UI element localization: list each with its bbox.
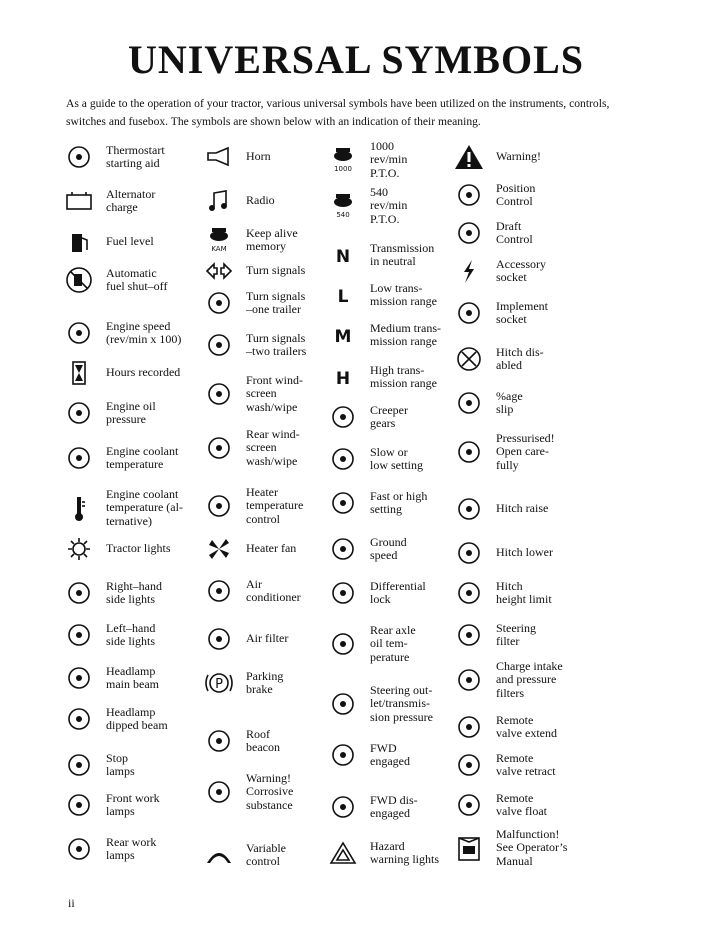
heater-temp-icon bbox=[202, 491, 236, 521]
steering-pressure-icon bbox=[326, 689, 360, 719]
symbol-entry bbox=[62, 620, 155, 650]
symbol-label: Hazard warning lights bbox=[370, 838, 439, 866]
steering-filter-icon bbox=[452, 620, 486, 650]
symbol-entry bbox=[62, 318, 181, 348]
low-range-icon bbox=[326, 280, 360, 310]
fan-icon bbox=[202, 534, 236, 564]
fwd-engaged-icon bbox=[326, 740, 360, 770]
symbol-label: Air filter bbox=[246, 631, 289, 646]
symbol-entry bbox=[202, 186, 275, 216]
turn-signals-two-trailers-icon bbox=[202, 330, 236, 360]
valve-retract-icon bbox=[452, 750, 486, 780]
symbol-entry bbox=[452, 298, 548, 328]
symbol-entry bbox=[326, 624, 416, 664]
kam-icon bbox=[202, 225, 236, 255]
symbol-label: FWD engaged bbox=[370, 740, 410, 768]
symbol-label: Turn signals –two trailers bbox=[246, 330, 307, 358]
symbol-label: Steering out- let/transmis- sion pressure bbox=[370, 683, 433, 724]
symbol-label: Steering filter bbox=[496, 620, 536, 648]
symbol-entry bbox=[452, 750, 556, 780]
engine-speed-icon bbox=[62, 318, 96, 348]
symbol-label: Front wind- screen wash/wipe bbox=[246, 373, 303, 414]
symbol-label: Malfunction! See Operator’s Manual bbox=[496, 827, 568, 868]
symbol-label: Automatic fuel shut–off bbox=[106, 265, 168, 293]
symbol-label: Differential lock bbox=[370, 578, 426, 606]
symbol-label: Low trans- mission range bbox=[370, 280, 437, 308]
symbol-entry bbox=[202, 428, 300, 468]
symbol-entry bbox=[202, 534, 296, 564]
symbol-label: Rear axle oil tem- perature bbox=[370, 623, 416, 664]
symbol-entry bbox=[202, 576, 301, 606]
symbol-entry bbox=[62, 398, 156, 428]
charge-filter-icon bbox=[452, 665, 486, 695]
symbol-entry bbox=[452, 256, 546, 286]
roof-beacon-icon bbox=[202, 726, 236, 756]
svg-text:1000: 1000 bbox=[334, 165, 352, 174]
front-work-lamp-icon bbox=[62, 790, 96, 820]
symbol-entry bbox=[326, 362, 437, 392]
symbol-label: Air conditioner bbox=[246, 576, 301, 604]
symbol-label: Implement socket bbox=[496, 298, 548, 326]
page-title: UNIVERSAL SYMBOLS bbox=[127, 37, 584, 82]
symbol-label: FWD dis- engaged bbox=[370, 792, 418, 820]
symbol-label: Fuel level bbox=[106, 234, 154, 249]
symbol-entry bbox=[452, 180, 535, 210]
symbol-entry bbox=[452, 344, 544, 374]
symbol-label: Parking brake bbox=[246, 668, 284, 696]
symbol-entry bbox=[62, 663, 159, 693]
left-lights-icon bbox=[62, 620, 96, 650]
symbol-entry bbox=[326, 140, 407, 180]
symbol-entry bbox=[326, 488, 427, 518]
snail-icon bbox=[326, 402, 360, 432]
symbol-entry bbox=[62, 227, 154, 257]
implement-socket-icon bbox=[452, 298, 486, 328]
symbol-label: Turn signals bbox=[246, 263, 306, 278]
oil-can-icon bbox=[62, 398, 96, 428]
rear-wiper-icon bbox=[202, 433, 236, 463]
symbol-label: Stop lamps bbox=[106, 750, 135, 778]
symbol-label: Left–hand side lights bbox=[106, 620, 156, 648]
battery-icon bbox=[62, 186, 96, 216]
symbol-entry bbox=[326, 280, 437, 310]
hitch-height-icon bbox=[452, 578, 486, 608]
sun-lamp-icon bbox=[62, 534, 96, 564]
symbol-entry bbox=[62, 534, 171, 564]
symbol-entry bbox=[202, 225, 298, 255]
air-filter-icon bbox=[202, 624, 236, 654]
air-conditioner-icon bbox=[202, 576, 236, 606]
hazard-icon bbox=[326, 838, 360, 868]
symbol-entry bbox=[452, 660, 563, 700]
symbol-entry bbox=[202, 668, 283, 698]
symbol-label: Pressurised! Open care- fully bbox=[496, 431, 555, 472]
symbol-label: Hours recorded bbox=[106, 365, 181, 380]
symbol-entry bbox=[452, 712, 557, 742]
symbol-entry bbox=[452, 218, 533, 248]
symbol-entry bbox=[326, 320, 441, 350]
horn-icon bbox=[202, 142, 236, 172]
right-lights-icon bbox=[62, 578, 96, 608]
dipped-beam-icon bbox=[62, 704, 96, 734]
symbol-entry bbox=[202, 726, 280, 756]
symbol-label: Engine speed (rev/min x 100) bbox=[106, 318, 182, 346]
valve-float-icon bbox=[452, 790, 486, 820]
tortoise-icon bbox=[326, 444, 360, 474]
ground-speed-icon bbox=[326, 534, 360, 564]
symbol-label: Heater temperature control bbox=[246, 485, 304, 526]
symbol-label: Rear wind- screen wash/wipe bbox=[246, 427, 300, 468]
symbol-label: Tractor lights bbox=[106, 541, 171, 556]
symbol-entry bbox=[202, 486, 303, 526]
hitch-lower-icon bbox=[452, 538, 486, 568]
symbol-label: Accessory socket bbox=[496, 256, 546, 284]
parking-brake-icon bbox=[202, 668, 236, 698]
pto-540-icon bbox=[326, 191, 360, 221]
symbol-entry bbox=[326, 444, 423, 474]
symbol-label: Warning! bbox=[496, 149, 542, 164]
symbol-entry bbox=[326, 792, 418, 822]
symbol-label: Hitch height limit bbox=[496, 578, 552, 606]
symbol-entry bbox=[452, 790, 547, 820]
position-control-icon bbox=[452, 180, 486, 210]
slip-icon bbox=[452, 388, 486, 418]
symbol-label: Slow or low setting bbox=[370, 444, 423, 472]
pto-1000-icon bbox=[326, 145, 360, 175]
symbol-entry bbox=[326, 684, 433, 724]
symbol-entry bbox=[452, 432, 555, 472]
symbol-entry bbox=[62, 834, 156, 864]
symbol-entry bbox=[62, 265, 167, 295]
hourglass-icon bbox=[62, 358, 96, 388]
symbol-entry bbox=[202, 374, 303, 414]
svg-text:L: L bbox=[337, 287, 349, 307]
symbol-label: Position Control bbox=[496, 180, 536, 208]
symbol-entry bbox=[452, 578, 552, 608]
warning-icon bbox=[452, 142, 486, 172]
symbol-label: Hitch dis- abled bbox=[496, 344, 544, 372]
symbol-entry bbox=[326, 534, 407, 564]
svg-text:N: N bbox=[335, 247, 351, 267]
symbol-label: Engine coolant temperature (al- ternative) bbox=[106, 487, 183, 528]
symbol-entry bbox=[62, 790, 160, 820]
fuel-pump-icon bbox=[62, 227, 96, 257]
svg-text:540: 540 bbox=[336, 211, 350, 220]
symbol-label: Remote valve retract bbox=[496, 750, 556, 778]
accessory-socket-icon bbox=[452, 256, 486, 286]
symbol-entry bbox=[202, 772, 293, 812]
symbol-label: Engine oil pressure bbox=[106, 398, 156, 426]
front-wiper-icon bbox=[202, 379, 236, 409]
symbol-entry bbox=[452, 142, 541, 172]
symbol-label: Fast or high setting bbox=[370, 488, 428, 516]
intro-paragraph: As a guide to the operation of your tractor, various universal symbols have been utilized on the instruments, controls, switches and fusebox. The symbols are shown below with an indication of their meaning. bbox=[66, 97, 610, 128]
diff-lock-icon bbox=[326, 578, 360, 608]
symbol-label: Turn signals –one trailer bbox=[246, 288, 306, 316]
symbol-entry bbox=[452, 388, 523, 418]
symbol-label: Hitch raise bbox=[496, 501, 549, 516]
symbol-label: Radio bbox=[246, 193, 275, 208]
symbol-label: Headlamp main beam bbox=[106, 663, 159, 691]
symbol-entry bbox=[202, 330, 306, 360]
fwd-disengaged-icon bbox=[326, 792, 360, 822]
draft-control-icon bbox=[452, 218, 486, 248]
symbol-entry bbox=[62, 750, 135, 780]
variable-control-icon bbox=[202, 840, 236, 870]
symbol-entry bbox=[326, 240, 434, 270]
symbol-entry bbox=[62, 443, 178, 473]
symbol-entry bbox=[202, 142, 271, 172]
symbol-label: Ground speed bbox=[370, 534, 407, 562]
rear-axle-oil-icon bbox=[326, 629, 360, 659]
symbol-label: Right–hand side lights bbox=[106, 578, 162, 606]
stop-lamp-icon bbox=[62, 750, 96, 780]
symbol-entry bbox=[62, 142, 165, 172]
corrosive-icon bbox=[202, 777, 236, 807]
symbol-entry bbox=[62, 488, 183, 528]
symbol-entry bbox=[452, 494, 548, 524]
high-range-icon bbox=[326, 362, 360, 392]
symbol-label: Heater fan bbox=[246, 541, 297, 556]
symbol-entry bbox=[452, 828, 567, 868]
symbol-entry bbox=[62, 358, 180, 388]
symbol-label: High trans- mission range bbox=[370, 362, 437, 390]
symbol-label: Variable control bbox=[246, 840, 286, 868]
symbol-label: %age slip bbox=[496, 388, 523, 416]
svg-text:M: M bbox=[334, 327, 352, 347]
symbol-entry bbox=[452, 620, 536, 650]
symbol-label: Medium trans- mission range bbox=[370, 320, 441, 348]
svg-text:KAM: KAM bbox=[211, 245, 227, 253]
valve-extend-icon bbox=[452, 712, 486, 742]
manual-icon bbox=[452, 833, 486, 863]
symbol-label: Creeper gears bbox=[370, 402, 408, 430]
symbol-label: Roof beacon bbox=[246, 726, 280, 754]
hare-icon bbox=[326, 488, 360, 518]
neutral-icon bbox=[326, 240, 360, 270]
symbol-label: Charge intake and pressure filters bbox=[496, 659, 563, 700]
medium-range-icon bbox=[326, 320, 360, 350]
symbol-label: Headlamp dipped beam bbox=[106, 704, 168, 732]
hitch-disabled-icon bbox=[452, 344, 486, 374]
symbol-entry bbox=[202, 840, 286, 870]
symbol-entry bbox=[452, 538, 553, 568]
symbol-entry bbox=[326, 578, 426, 608]
symbol-entry bbox=[62, 704, 168, 734]
symbol-label: Transmission in neutral bbox=[370, 240, 435, 268]
turn-signals-one-trailer-icon bbox=[202, 288, 236, 318]
symbol-entry bbox=[326, 740, 410, 770]
symbol-entry bbox=[62, 186, 155, 216]
symbol-label: Remote valve extend bbox=[496, 712, 557, 740]
main-beam-icon bbox=[62, 663, 96, 693]
thermometer-icon bbox=[62, 493, 96, 523]
symbol-entry bbox=[202, 256, 305, 286]
symbol-label: Front work lamps bbox=[106, 790, 160, 818]
symbol-label: Hitch lower bbox=[496, 545, 553, 560]
pressurised-icon bbox=[452, 437, 486, 467]
thermostart-icon bbox=[62, 142, 96, 172]
svg-text:P: P bbox=[215, 677, 223, 692]
symbol-label: Thermostart starting aid bbox=[106, 142, 165, 170]
hitch-raise-icon bbox=[452, 494, 486, 524]
fuel-shutoff-icon bbox=[62, 265, 96, 295]
page-number: ii bbox=[68, 896, 75, 910]
symbol-label: Keep alive memory bbox=[246, 225, 298, 253]
symbol-label: 540 rev/min P.T.O. bbox=[370, 185, 408, 226]
symbol-entry bbox=[62, 578, 162, 608]
coolant-icon bbox=[62, 443, 96, 473]
symbol-label: Draft Control bbox=[496, 218, 533, 246]
symbol-label: Horn bbox=[246, 149, 271, 164]
symbol-label: Alternator charge bbox=[106, 186, 156, 214]
symbol-label: Warning! Corrosive substance bbox=[246, 771, 294, 812]
symbol-entry bbox=[202, 288, 305, 318]
turn-signals-icon bbox=[202, 256, 236, 286]
symbol-entry bbox=[326, 838, 439, 868]
rear-work-lamp-icon bbox=[62, 834, 96, 864]
symbol-label: Remote valve float bbox=[496, 790, 547, 818]
symbol-entry bbox=[326, 402, 408, 432]
symbol-entry bbox=[326, 186, 407, 226]
symbol-label: Rear work lamps bbox=[106, 834, 157, 862]
svg-text:H: H bbox=[335, 369, 351, 389]
radio-icon bbox=[202, 186, 236, 216]
symbol-label: 1000 rev/min P.T.O. bbox=[370, 139, 408, 180]
symbol-label: Engine coolant temperature bbox=[106, 443, 179, 471]
symbol-entry bbox=[202, 624, 288, 654]
